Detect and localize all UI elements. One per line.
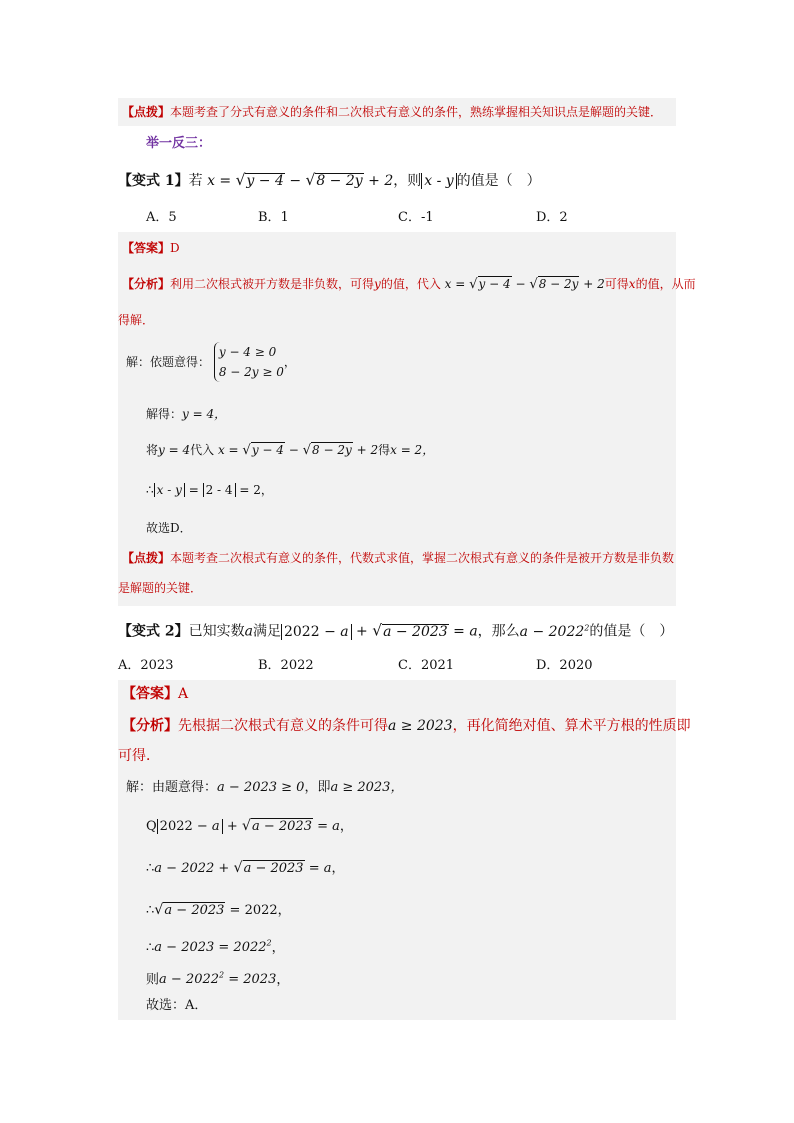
q1-system [214, 342, 284, 382]
q1-mid: ，则 [393, 173, 422, 189]
q2-option-d[interactable]: D．2020 [536, 658, 593, 673]
q1-sub-c: 得 [378, 443, 391, 457]
q1-answer-tag: 【答案】 [122, 241, 171, 255]
q2-suffix: 的值是（ ） [589, 623, 674, 640]
section-title-block [118, 134, 676, 156]
q2-analysis-c: 可得． [118, 748, 160, 764]
q2-step5: 则$a - 2022^2 = 2023$， [146, 971, 290, 988]
q2-step3: ∴√a − 2023 = 2022， [146, 902, 291, 918]
q2-sol-c: a ≥ 2023， [330, 780, 404, 795]
q1-analysis-tag: 【分析】 [122, 277, 171, 291]
q1-options [118, 206, 676, 228]
q1-solved-value: y = 4， [182, 407, 227, 421]
q2-sol-label: 解：由题意得： [126, 780, 218, 795]
prev-hint-block [118, 98, 676, 126]
q2-option-c[interactable]: C．2021 [398, 658, 455, 673]
q2-options [118, 654, 676, 676]
q2-chosen: 故选：A． [146, 998, 208, 1013]
hint-tag: 【点拨】 [122, 105, 171, 119]
q2-answer-tag: 【答案】 [122, 686, 178, 702]
q1-prefix: 若 [188, 173, 203, 189]
q1-sub-d: x = 2， [390, 443, 435, 457]
q1-tag: 【变式 1】 [118, 173, 189, 189]
q1-answer: D [170, 241, 180, 255]
q1-analysis-expr: x = √y − 4 − √8 − 2y + 2 [444, 277, 605, 292]
q2-option-a[interactable]: A．2023 [118, 658, 174, 673]
q2-prefix: 已知实数 [188, 623, 245, 640]
q1-option-d[interactable]: D．2 [536, 210, 568, 225]
because-symbol: Q [146, 819, 157, 834]
q1-sys-line2: 8 − 2y ≥ 0 [218, 365, 284, 379]
q1-sub-a: 将 [146, 443, 159, 457]
q2-then: 则 [146, 972, 160, 988]
q2-mid: 满足 [252, 623, 281, 640]
question-1 [118, 168, 676, 192]
q1-sub-b: 代入 [190, 443, 215, 457]
q2-analysis-tag: 【分析】 [122, 718, 178, 734]
section-title: 举一反三： [146, 136, 212, 151]
q1-analysis-e: 得解． [118, 313, 155, 327]
q2-mid2: ，那么 [477, 623, 520, 640]
q2-step4: ∴a − $2023 = 2022^2$， [146, 939, 285, 956]
q2-abs: 2022 − a [281, 624, 352, 640]
q1-option-a[interactable]: A．5 [146, 210, 177, 225]
q1-abs: x - y [421, 173, 456, 189]
q2-analysis-b: ，再化简绝对值、算术平方根的性质即 [452, 718, 691, 734]
q1-therefore-line: ∴ x - y = 2 - 4 = 2， [146, 483, 273, 497]
q1-expression: x = √y − 4 − √8 − 2y + 2 [207, 171, 394, 189]
therefore-symbol: ∴ [146, 861, 155, 876]
question-2: 【变式 2】已知实数a满足 2022 − a + √a − 2023 = a，那么$a - 2022^2$的值是（ ） [118, 621, 674, 640]
q1-hint-tag: 【点拨】 [122, 551, 171, 565]
q1-sol-label: 解：依题意得： [126, 355, 211, 369]
hint-text: 本题考查了分式有意义的条件和二次根式有意义的条件，熟练掌握相关知识点是解题的关键． [170, 105, 663, 119]
q2-tag: 【变式 2】 [118, 623, 189, 640]
q1-suffix: 的值是（ ） [456, 173, 541, 189]
q2-option-b[interactable]: B．2022 [258, 658, 314, 673]
q2-sol-a: a − 2023 ≥ 0 [217, 780, 305, 795]
q1-option-b[interactable]: B．1 [258, 210, 289, 225]
q2-answer: A [178, 686, 189, 702]
q1-option-c[interactable]: C．-1 [398, 210, 434, 225]
q1-analysis-c: 可得 [604, 277, 629, 291]
q1-sub-expr: x = √y − 4 − √8 − 2y + 2 [217, 443, 379, 458]
q2-step2: ∴a − 2022 + √a − 2023 = a， [146, 860, 345, 876]
q1-sys-line1: y − 4 ≥ 0 [218, 345, 277, 359]
q1-hint-b: 是解题的关键． [118, 581, 203, 595]
q2-solution-block: 【答案】A 【分析】先根据二次根式有意义的条件可得a ≥ 2023，再化简绝对值、算术平方根的性质即 可得． 解：由题意得：a − 2023 ≥ 0，即a ≥ 2023， Q 2022 − a + √a − 2023 = a， ∴a − 2022 + √a − 2023 = a， ∴√a − 2023 = 2022， ∴a − $2023 = 2022^2$， 则$a - 2022^2 = 2023$， 故选：A． [118, 680, 676, 1020]
q1-chosen: 故选D． [146, 521, 192, 535]
q2-analysis-a: 先根据二次根式有意义的条件可得 [178, 718, 388, 734]
q1-analysis-a: 利用二次根式被开方数是非负数，可得 [170, 277, 375, 291]
therefore-symbol: ∴ [146, 483, 154, 497]
therefore-symbol: ∴ [146, 940, 155, 956]
q1-analysis-d: 的值，从而 [635, 277, 696, 291]
q1-solution-block: 【答案】D 【分析】利用二次根式被开方数是非负数，可得y的值，代入 x = √y − 4 − √8 − 2y + 2可得x的值，从而 得解． 解：依题意得： y − 4 ≥ 0 8 − 2y ≥ 0， 解得：y = 4， 将y = 4代入 x = √y − 4 − √8 − 2y + 2得x = 2， ∴ x - y = 2 - 4 = 2， 故选D． 【点拨】本题考查二次根式有意义的条件，代数式求值，掌握二次根式有意义的条件是被开方数是非负数 是解题的关键． [118, 232, 676, 606]
q2-sol-b: ，即 [304, 780, 331, 795]
q1-solved-label: 解得： [146, 407, 183, 421]
q1-analysis-b: 的值，代入 [380, 277, 441, 291]
q1-hint-a: 本题考查二次根式有意义的条件，代数式求值，掌握二次根式有意义的条件是被开方数是非负数 [170, 551, 675, 565]
q2-step1: Q 2022 − a + √a − 2023 = a， [146, 818, 353, 834]
therefore-symbol: ∴ [146, 903, 155, 918]
